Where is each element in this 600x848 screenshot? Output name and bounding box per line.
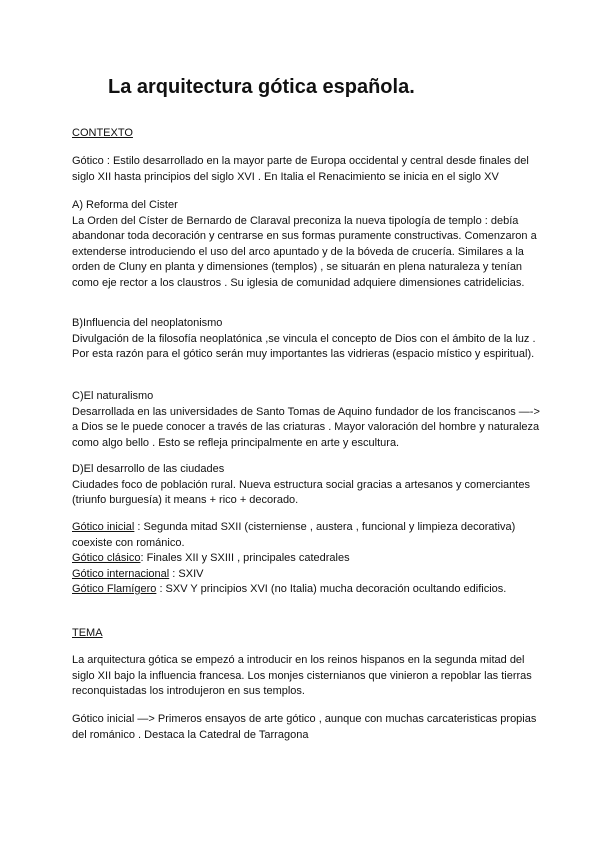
period-item (72, 551, 542, 567)
section-c-body: Desarrollada en las universidades de Santo Tomas de Aquino fundador de los franciscanos —-> a Dios se le puede conocer a través de las criaturas . Mayor valoración del hombre y naturaleza como algo bello . Esto se refleja principalmente en arte y escultura. (72, 405, 540, 449)
page-title: La arquitectura gótica española. (108, 76, 415, 98)
period-item (72, 567, 542, 583)
periods-list (72, 520, 542, 598)
period-label: Gótico Flamígero (72, 583, 157, 595)
period-text: : Segunda mitad SXII (cisterniense , austera , funcional y limpieza decorativa) coexiste con románico. (72, 521, 516, 549)
section-b-body: Divulgación de la filosofía neoplatónica ,se vincula el concepto de Dios con el ámbito de la luz . Por esta razón para el gótico serán muy importantes las vidrieras (espacio místico y espiritual). (72, 332, 536, 360)
tema-heading: TEMA (72, 627, 103, 639)
period-text: : SXIV (172, 567, 204, 580)
section-c (72, 389, 542, 451)
period-label: Gótico internacional (72, 567, 170, 580)
tema-paragraph-1: La arquitectura gótica se empezó a introducir en los reinos hispanos en la segunda mitad del siglo XII bajo la influencia francesa. Los monjes cisternianos que vinieron a repoblar las tierras reconquistadas los introdujeron en sus templos. (72, 654, 532, 697)
period-text: : SXV Y principios XVI (no Italia) mucha decoración ocultando edificios. (159, 583, 507, 595)
section-a-body: La Orden del Císter de Bernardo de Claraval preconiza la nueva tipología de templo : debía abandonar toda decoración y centrarse en sus formas puramente constructivas. Comenzaron a extenderse introduciendo el uso del arco apuntado y de la bóveda de crucería. Similares a la orden de Cluny en planta y dimensiones (templos) , se situarán en plena naturaleza y tenían como eje rector a los claustros . Su iglesia de comunidad adquiere dimensiones catridelicias. (72, 214, 537, 289)
period-item (72, 520, 542, 551)
period-item (72, 582, 542, 598)
section-d-heading: D)El desarrollo de las ciudades (72, 463, 225, 475)
tema-paragraph-2: Gótico inicial —> Primeros ensayos de arte gótico , aunque con muchas carcateristicas propias del románico . Destaca la Catedral de Tarragona (72, 713, 537, 741)
section-d-body: Ciudades foco de población rural. Nueva estructura social gracias a artesanos y comerciantes (triunfo burguesía) it means + rico + decorado. (72, 478, 530, 506)
period-label: Gótico clásico (72, 552, 141, 564)
section-d (72, 462, 542, 509)
section-b (72, 316, 542, 363)
contexto-heading: CONTEXTO (72, 127, 133, 139)
section-a-heading: A) Reforma del Cister (72, 199, 178, 211)
contexto-intro: Gótico : Estilo desarrollado en la mayor parte de Europa occidental y central desde finales del siglo XII hasta principios del siglo XVI . En Italia el Renacimiento se inicia en el siglo XV (72, 155, 529, 183)
period-text: : Finales XII y SXIII , principales catedrales (140, 552, 350, 564)
section-b-heading: B)Influencia del neoplatonismo (72, 317, 223, 329)
section-a (72, 198, 542, 291)
section-c-heading: C)El naturalismo (72, 390, 154, 402)
period-label: Gótico inicial (72, 521, 135, 533)
